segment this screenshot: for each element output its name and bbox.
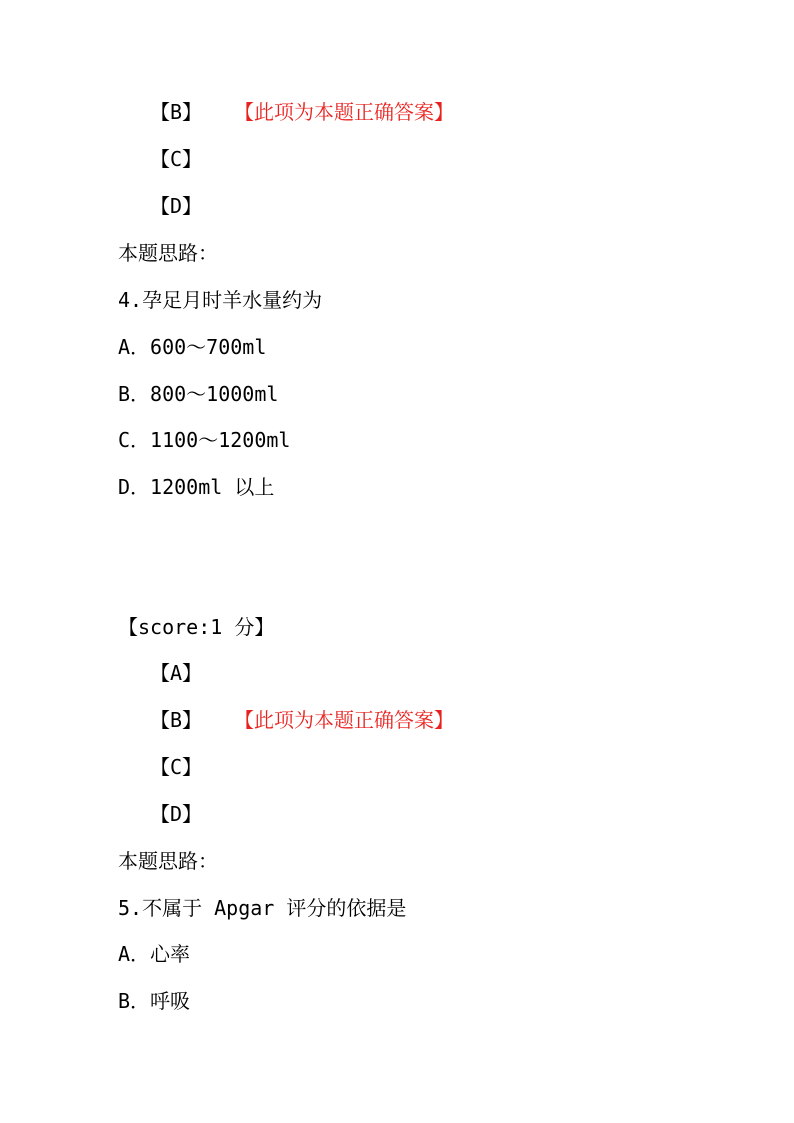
correct-answer-marker: 【此项为本题正确答案】 <box>234 100 454 124</box>
correct-answer-marker: 【此项为本题正确答案】 <box>234 708 454 732</box>
option-b-label: 【B】 <box>150 708 203 732</box>
option-b-label: 【B】 <box>150 100 203 124</box>
option-a-label: 【A】 <box>150 661 203 685</box>
option-c-label: 【C】 <box>150 147 203 171</box>
choice-a: A．心率 <box>118 942 191 966</box>
choice-d: D．1200ml 以上 <box>118 475 275 499</box>
choice-b: B．呼吸 <box>118 989 191 1013</box>
choice-a: A．600～700ml <box>118 335 267 359</box>
choice-b: B．800～1000ml <box>118 382 279 406</box>
option-d-label: 【D】 <box>150 802 203 826</box>
choice-c: C．1100～1200ml <box>118 428 291 452</box>
reasoning-label: 本题思路： <box>118 241 218 265</box>
option-d-label: 【D】 <box>150 194 203 218</box>
reasoning-label: 本题思路： <box>118 849 218 873</box>
question-stem: 5.不属于 Apgar 评分的依据是 <box>118 896 407 920</box>
question-stem: 4.孕足月时羊水量约为 <box>118 288 323 312</box>
score-label: 【score:1 分】 <box>118 615 275 639</box>
option-c-label: 【C】 <box>150 755 203 779</box>
